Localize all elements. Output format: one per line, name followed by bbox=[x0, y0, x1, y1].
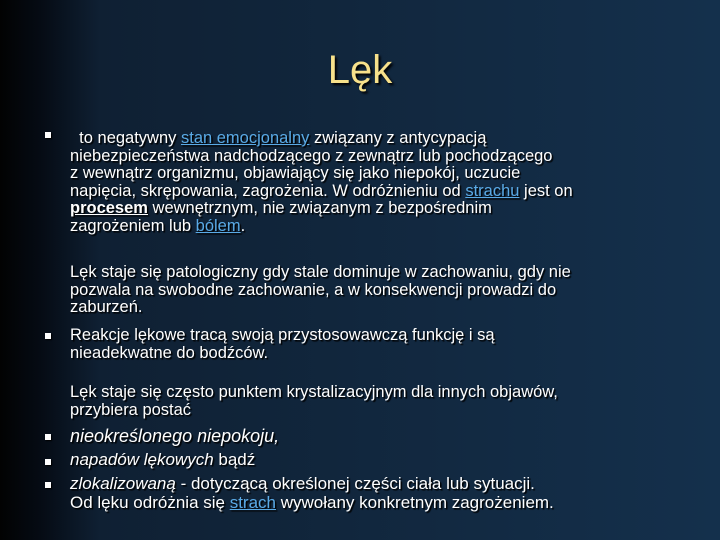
definition-paragraph: to negatywny stan emocjonalny związany z antycypacją niebezpieczeństwa nadchodzącego z zewnątrz lub pochodzącego z wewnątrz organizmu, objawiający się jako niepokój, uczucie napięcia, skrępowania, zagrożenia. W odróżnieniu od strachu jest on procesem wewnętrznym, nie związanym z bezpośrednim zagrożeniem lub bólem. bbox=[70, 129, 573, 235]
list-item: nieokreślonego niepokoju, bbox=[70, 426, 280, 446]
reactions-paragraph: Reakcje lękowe tracą swoją przystosowawczą funkcję i są nieadekwatne do bodźców. bbox=[70, 326, 495, 362]
list-item: napadów lękowych bądź bbox=[70, 450, 256, 469]
link-strach[interactable]: strach bbox=[229, 493, 276, 512]
link-strachu[interactable]: strachu bbox=[465, 181, 520, 200]
bullet bbox=[45, 482, 51, 488]
link-bolem[interactable]: bólem bbox=[195, 216, 241, 235]
bullet bbox=[45, 132, 51, 138]
slide-title: Lęk bbox=[327, 48, 393, 92]
list-item: zlokalizowaną - dotyczącą określonej części ciała lub sytuacji. Od lęku odróżnia się strach wywołany konkretnym zagrożeniem. bbox=[70, 474, 554, 512]
bullet bbox=[45, 434, 51, 440]
link-procesem[interactable]: procesem bbox=[70, 199, 148, 217]
bullet bbox=[45, 459, 51, 465]
pathology-paragraph: Lęk staje się patologiczny gdy stale dominuje w zachowaniu, gdy nie pozwala na swobodne zachowanie, a w konsekwencji prowadzi do zaburzeń. bbox=[70, 263, 571, 316]
bullet bbox=[45, 333, 51, 339]
crystallization-paragraph: Lęk staje się często punktem krystalizacyjnym dla innych objawów, przybiera postać bbox=[70, 383, 558, 419]
link-stan-emocjonalny[interactable]: stan emocjonalny bbox=[180, 129, 310, 147]
